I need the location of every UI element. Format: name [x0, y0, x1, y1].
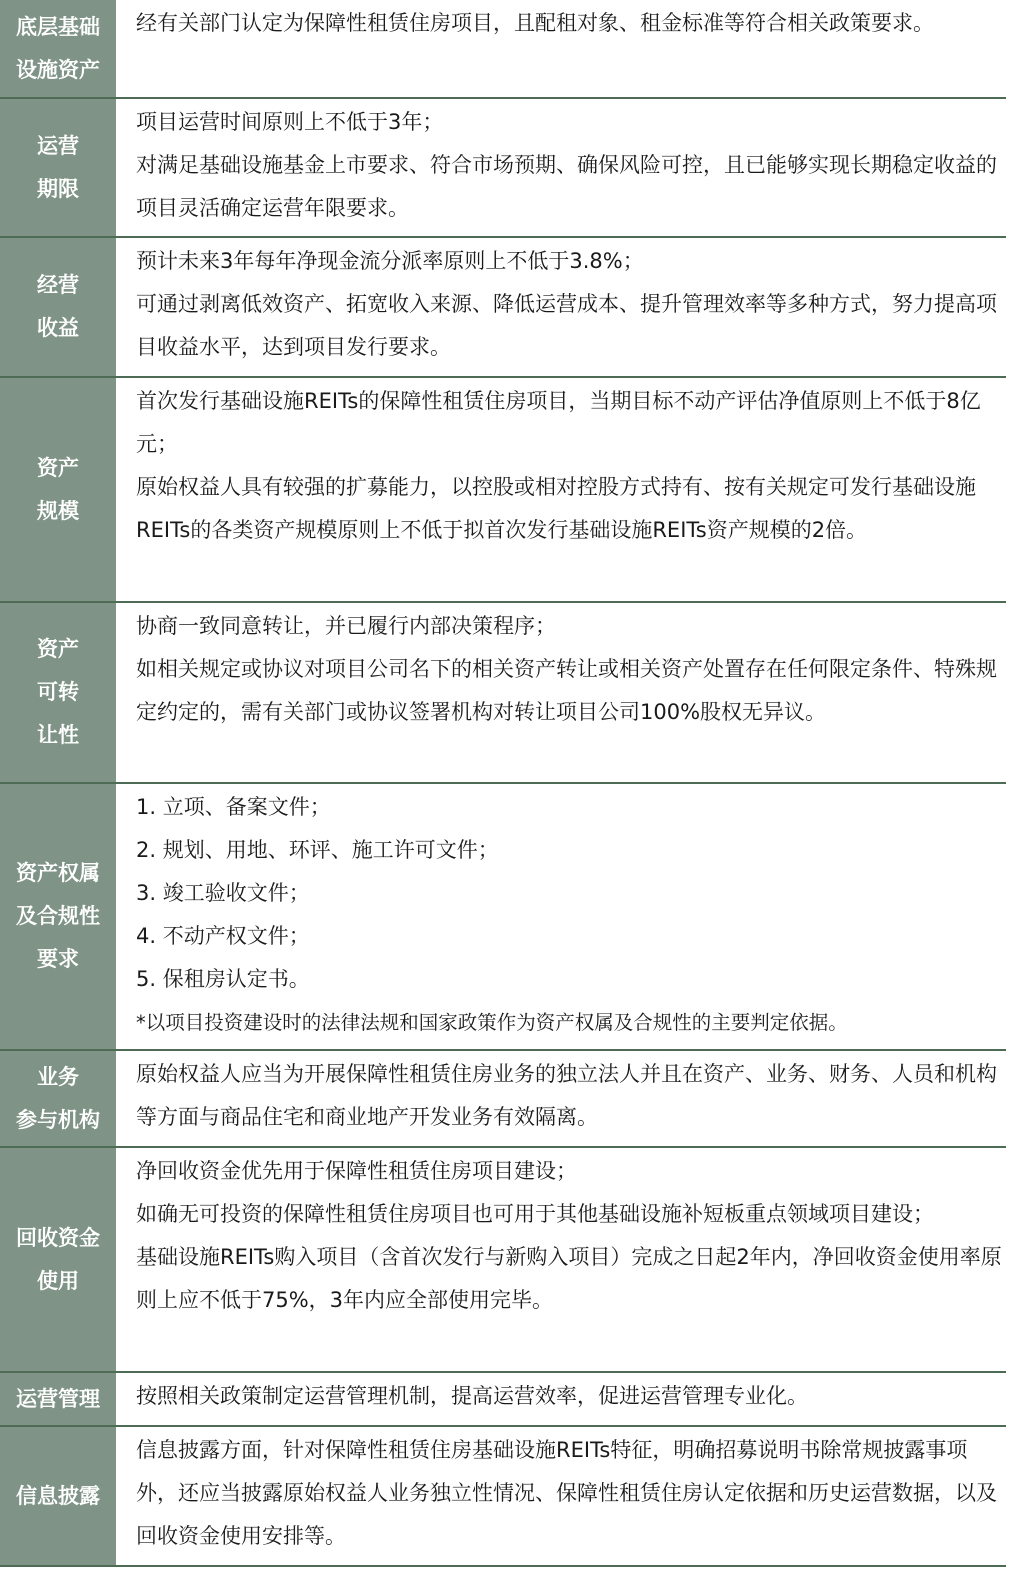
- content-line: 2. 规划、用地、环评、施工许可文件；: [136, 838, 499, 862]
- table-row: [0, 1373, 1006, 1427]
- row-label: 运营 期限: [0, 99, 124, 236]
- table-row: [0, 99, 1006, 238]
- table-row: [0, 784, 1006, 1051]
- row-content: [124, 378, 1006, 601]
- table-row: [0, 603, 1006, 784]
- table-row: [0, 378, 1006, 603]
- content-line: 协商一致同意转让，并已履行内部决策程序；: [136, 614, 556, 638]
- row-label: 底层基础 设施资产: [0, 0, 124, 97]
- row-label: 运营管理: [0, 1373, 124, 1425]
- content-line: 项目运营时间原则上不低于3年；: [136, 110, 444, 134]
- content-line: 按照相关政策制定运营管理机制，提高运营效率，促进运营管理专业化。: [136, 1384, 808, 1408]
- row-content: [124, 603, 1006, 782]
- content-line: 净回收资金优先用于保障性租赁住房项目建设；: [136, 1159, 577, 1183]
- content-line: 可通过剥离低效资产、拓宽收入来源、降低运营成本、提升管理效率等多种方式，努力提高项目收益水平，达到项目发行要求。: [136, 292, 997, 359]
- row-label: 资产 可转 让性: [0, 603, 124, 782]
- row-content: [124, 1148, 1006, 1371]
- row-label: 信息披露: [0, 1427, 124, 1565]
- row-content: [124, 238, 1006, 376]
- content-line: 首次发行基础设施REITs的保障性租赁住房项目，当期目标不动产评估净值原则上不低于8亿元；: [136, 389, 981, 456]
- row-label: 回收资金 使用: [0, 1148, 124, 1371]
- row-content: [124, 1051, 1006, 1146]
- content-line: 原始权益人应当为开展保障性租赁住房业务的独立法人并且在资产、业务、财务、人员和机构等方面与商品住宅和商业地产开发业务有效隔离。: [136, 1062, 997, 1129]
- table-row: [0, 1148, 1006, 1373]
- content-line: *以项目投资建设时的法律法规和国家政策作为资产权属及合规性的主要判定依据。: [136, 1011, 848, 1034]
- content-line: 5. 保租房认定书。: [136, 967, 310, 991]
- row-content: [124, 1427, 1006, 1565]
- table-row: [0, 238, 1006, 378]
- content-line: 预计未来3年每年净现金流分派率原则上不低于3.8%；: [136, 249, 644, 273]
- content-line: 如确无可投资的保障性租赁住房项目也可用于其他基础设施补短板重点领域项目建设；: [136, 1202, 934, 1226]
- table-row: [0, 1051, 1006, 1148]
- content-line: 1. 立项、备案文件；: [136, 795, 331, 819]
- content-line: 基础设施REITs购入项目（含首次发行与新购入项目）完成之日起2年内，净回收资金使用率原则上应不低于75%，3年内应全部使用完毕。: [136, 1245, 1002, 1312]
- row-content: [124, 99, 1006, 236]
- row-label: 业务 参与机构: [0, 1051, 124, 1146]
- row-label: 资产权属 及合规性 要求: [0, 784, 124, 1049]
- table-row: [0, 0, 1006, 99]
- row-content: [124, 784, 1006, 1049]
- row-content: [124, 0, 1006, 97]
- table-row: [0, 1427, 1006, 1567]
- content-line: 3. 竣工验收文件；: [136, 881, 310, 905]
- content-line: 原始权益人具有较强的扩募能力，以控股或相对控股方式持有、按有关规定可发行基础设施REITs的各类资产规模原则上不低于拟首次发行基础设施REITs资产规模的2倍。: [136, 475, 976, 542]
- content-line: 经有关部门认定为保障性租赁住房项目，且配租对象、租金标准等符合相关政策要求。: [136, 11, 934, 35]
- content-line: 信息披露方面，针对保障性租赁住房基础设施REITs特征，明确招募说明书除常规披露事项外，还应当披露原始权益人业务独立性情况、保障性租赁住房认定依据和历史运营数据，以及回收资金使用安排等。: [136, 1438, 997, 1548]
- row-label: 经营 收益: [0, 238, 124, 376]
- content-line: 如相关规定或协议对项目公司名下的相关资产转让或相关资产处置存在任何限定条件、特殊规定约定的，需有关部门或协议签署机构对转让项目公司100%股权无异议。: [136, 657, 997, 724]
- content-line: 对满足基础设施基金上市要求、符合市场预期、确保风险可控，且已能够实现长期稳定收益的项目灵活确定运营年限要求。: [136, 153, 997, 220]
- content-line: 4. 不动产权文件；: [136, 924, 310, 948]
- row-content: [124, 1373, 1006, 1425]
- row-label: 资产 规模: [0, 378, 124, 601]
